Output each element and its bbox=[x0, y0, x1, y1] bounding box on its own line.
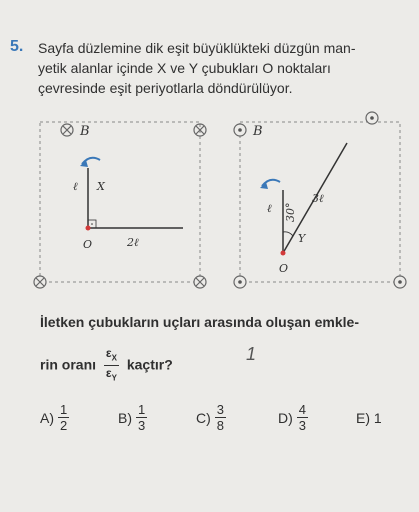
svg-text:2ℓ: 2ℓ bbox=[127, 236, 139, 249]
pivot-point bbox=[281, 251, 286, 256]
stem-line-1: Sayfa düzlemine dik eşit büyüklükteki düzgün man- bbox=[38, 40, 356, 56]
right-rotation-diagram bbox=[260, 143, 347, 275]
right-field-label: B bbox=[253, 124, 263, 139]
stem-line-3: çevresinde eşit periyotlarla döndürülüyor. bbox=[38, 80, 293, 96]
field-out-of-page-icon bbox=[394, 276, 406, 288]
option-a[interactable]: A) $\frac{1}{2}$ bbox=[40, 402, 68, 433]
left-field-label: B bbox=[80, 124, 90, 139]
left-rotation-diagram bbox=[73, 158, 183, 251]
field-into-page-icon bbox=[61, 124, 73, 136]
question-number: 5. bbox=[10, 38, 24, 55]
svg-text:X: X bbox=[97, 180, 105, 193]
question-line-2: rin oranı $\frac{\varepsilon_X}{\varepsilon_Y}$ kaçtır? bbox=[40, 346, 173, 386]
svg-text:3ℓ: 3ℓ bbox=[312, 192, 324, 205]
svg-text:ℓ: ℓ bbox=[73, 180, 78, 193]
svg-text:30°: 30° bbox=[284, 202, 297, 222]
option-b[interactable]: B) $\frac{1}{3}$ bbox=[118, 402, 146, 433]
angle-arc bbox=[283, 232, 293, 236]
field-out-of-page-icon bbox=[234, 124, 246, 136]
svg-text:ℓ: ℓ bbox=[267, 202, 272, 215]
answer-options bbox=[0, 402, 419, 442]
option-d[interactable]: D) $\frac{4}{3}$ bbox=[278, 402, 307, 433]
pivot-point bbox=[86, 226, 91, 231]
field-into-page-icon bbox=[34, 276, 46, 288]
question-line-1: İletken çubukların uçları arasında oluşan emkle- bbox=[40, 314, 360, 330]
field-into-page-icon bbox=[194, 276, 206, 288]
svg-text:O: O bbox=[279, 262, 289, 275]
option-e[interactable]: E) 1 bbox=[356, 410, 382, 426]
pen-mark: 1 bbox=[246, 344, 257, 364]
field-out-of-page-icon bbox=[366, 112, 378, 124]
option-c[interactable]: C) $\frac{3}{8}$ bbox=[196, 402, 225, 433]
field-out-of-page-icon bbox=[234, 276, 246, 288]
svg-text:O: O bbox=[83, 238, 93, 251]
stem-line-2: yetik alanlar içinde X ve Y çubukları O noktaları bbox=[38, 60, 331, 76]
emf-ratio: $\frac{\varepsilon_X}{\varepsilon_Y}$ bbox=[105, 346, 117, 383]
svg-text:Y: Y bbox=[298, 232, 306, 245]
left-field-region bbox=[40, 122, 200, 282]
